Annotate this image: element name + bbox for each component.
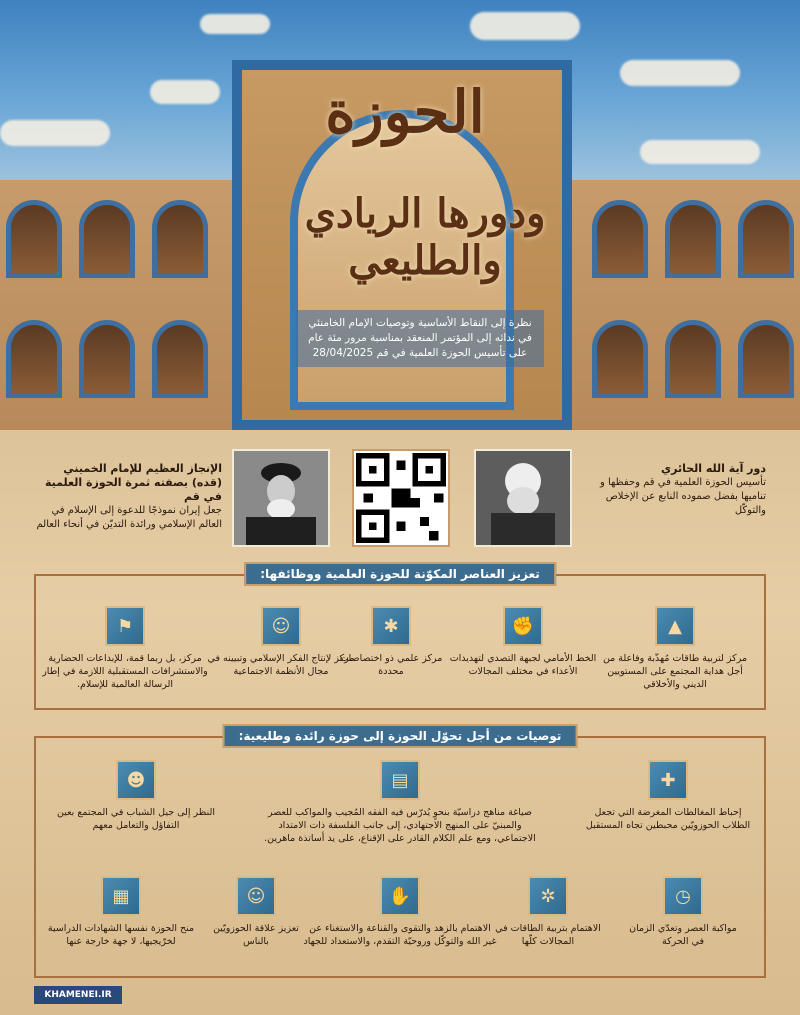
- recommendation-text: الاهتمام بالزهد والتقوى والقناعة والاستغناء عن غير الله والتوكّل وروحيّة التقدم، والاستعداد للجهاد: [303, 923, 497, 947]
- page-title-line2: ودورها الريادي والطليعي: [304, 190, 546, 284]
- certificate-icon: ▦: [101, 876, 141, 916]
- fists-icon: ✊: [503, 606, 543, 646]
- youth-group-icon: ☻: [116, 760, 156, 800]
- intro-right: [578, 462, 766, 518]
- recommendation-text: النظر إلى جيل الشباب في المجتمع بعين التفاؤل والتعامل معهم: [56, 807, 215, 831]
- intro-left-text: جعل إيران نموذجًا للدعوة إلى الإسلام في العالم الإسلامي ورائدة التديّن في أنحاء العالم: [36, 505, 222, 530]
- section-elements-title: تعزيز العناصر المكوّنة للحوزة العلمية ووظائفها:: [244, 562, 556, 586]
- intro-right-heading: دور آية الله الحائري: [661, 462, 766, 475]
- cloud: [0, 120, 110, 146]
- footer-logo[interactable]: KHAMENEI.IR: [34, 986, 122, 1004]
- recommendation-item-6: [302, 876, 498, 948]
- recommendation-item-1: [580, 760, 756, 832]
- praying-hands-icon: ✋: [380, 876, 420, 916]
- element-item-text: مركز لتربية طاقات مُهذّبة وفاعلة من أجل هداية المجتمع على المستويين الديني والأخلاقي: [602, 653, 748, 690]
- intro-right-text: تأسيس الحوزة العلمية في قم وحفظها و تناميها بفضل صموده النابع عن الإخلاص والتوكّل: [600, 477, 766, 516]
- recommendation-item-4: [628, 876, 738, 948]
- portrait-haeri: [474, 449, 572, 547]
- recommendation-item-2: [262, 760, 538, 845]
- element-item-text: مركز، بل ربما قمة، للإبداعات الحضارية والاستشرافات المستقبلية اللازمة في إطار الرسالة العالمية للإسلام.: [42, 653, 208, 690]
- subtitle: نظرة إلى النقاط الأساسية وتوصيات الإمام الخامنئي في ندائه إلى المؤتمر المنعقد بمناسبة مرور مئة عام على تأسيس الحوزة العلمية في قم 28/04/2025: [296, 310, 544, 367]
- recommendation-item-7: [206, 876, 306, 948]
- recommendation-item-5: [488, 876, 608, 948]
- recommendation-item-8: [46, 876, 196, 948]
- mosque-icon: ▲: [655, 606, 695, 646]
- cloud: [640, 140, 760, 164]
- intro-left: [34, 462, 222, 532]
- recommendation-text: إحباط المغالطات المغرضة التي تجعل الطلاب الحوزويّين محبطين تجاه المستقبل: [585, 807, 751, 831]
- portrait-khomeini: [232, 449, 330, 547]
- summit-flag-icon: ⚑: [105, 606, 145, 646]
- element-item-text: مركز علمي ذو اختصاصات محددة: [339, 653, 443, 677]
- recommendation-text: صياغة مناهج دراسيّة بنحوٍ يُدرّس فيه الفقه المُجيب والمواكب للعصر والمبنيّ على المنهج الاجتهادي، إلى جانب الفلسفة ذات الامتداد الاجتماعي، ومع علم الكلام القادر على الإقناع، على يد أساتذة ماهرين.: [264, 807, 536, 844]
- book-icon: ▤: [380, 760, 420, 800]
- element-item-5: [42, 606, 208, 691]
- element-item-text: الخط الأمامي لجبهة التصدي لتهديدات الأعداء في مختلف المجالات: [449, 653, 597, 677]
- recommendation-item-3: [56, 760, 216, 832]
- recommendation-text: مواكبة العصر وتعدّي الزمان في الحركة: [629, 923, 737, 947]
- talent-network-icon: ✲: [528, 876, 568, 916]
- recommendation-text: منح الحوزة نفسها الشهادات الدراسية لخرّيجيها، لا جهة خارجة عنها: [47, 923, 195, 947]
- clock-arrow-icon: ◷: [663, 876, 703, 916]
- section-recommendations-title: توصيات من أجل تحوّل الحوزة إلى حوزة رائدة وطليعية:: [223, 724, 578, 748]
- cloud: [470, 12, 580, 40]
- element-item-4: [206, 606, 356, 678]
- intro-left-heading: الإنجاز العظيم للإمام الخميني (قده) بصفته ثمرة الحوزة العلمية في قم: [45, 462, 222, 503]
- cloud: [150, 80, 220, 104]
- people-relation-icon: ☺: [236, 876, 276, 916]
- page-title: الحوزة: [325, 78, 485, 146]
- recommendation-text: تعزيز علاقة الحوزويّين بالناس: [213, 923, 299, 947]
- hands-people-icon: ☺: [261, 606, 301, 646]
- element-item-2: [448, 606, 598, 678]
- network-icon: ✱: [371, 606, 411, 646]
- puzzle-icon: ✚: [648, 760, 688, 800]
- cloud: [200, 14, 270, 34]
- recommendation-text: الاهتمام بتربية الطاقات في المجالات كلّها: [495, 923, 601, 947]
- element-item-1: [600, 606, 750, 691]
- qr-code[interactable]: [352, 449, 450, 547]
- element-item-text: مركز لإنتاج الفكر الإسلامي وتبيينه في مجال الأنظمة الاجتماعية: [207, 653, 355, 677]
- cloud: [620, 60, 740, 86]
